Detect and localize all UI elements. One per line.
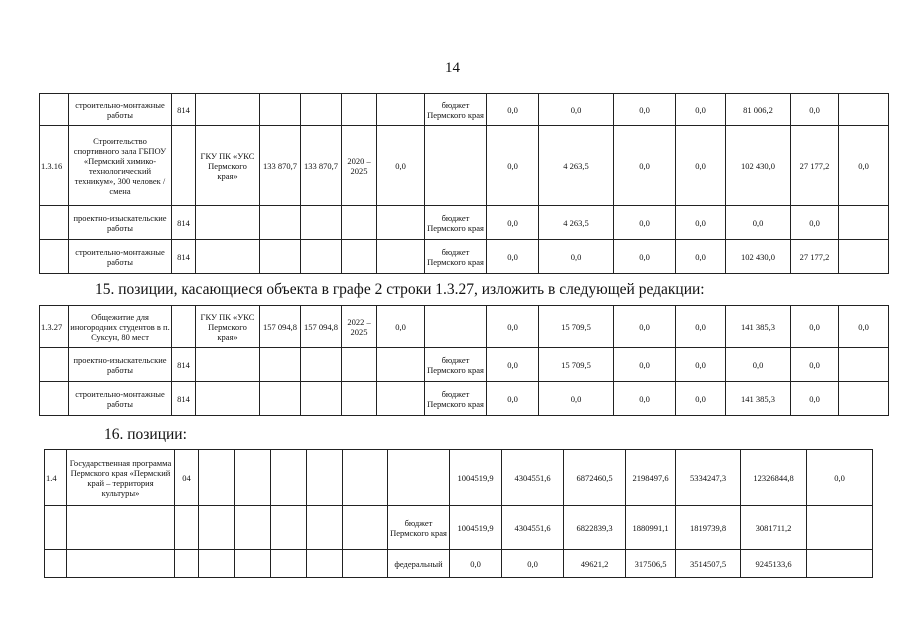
table-cell: 0,0 bbox=[614, 94, 676, 126]
table-cell: 0,0 bbox=[450, 550, 502, 578]
table-cell: 1004519,9 bbox=[450, 450, 502, 506]
table-cell bbox=[388, 450, 450, 506]
table-cell bbox=[307, 550, 343, 578]
table-cell bbox=[235, 550, 271, 578]
table-cell bbox=[260, 240, 301, 274]
table-cell: 317506,5 bbox=[626, 550, 676, 578]
table-cell: 0,0 bbox=[676, 382, 726, 416]
table-cell: 6822839,3 bbox=[564, 506, 626, 550]
table-cell: 0,0 bbox=[676, 126, 726, 206]
table-cell: 2198497,6 bbox=[626, 450, 676, 506]
section-heading-16: 16. позиции: bbox=[104, 426, 187, 443]
table-cell bbox=[271, 506, 307, 550]
table-cell bbox=[301, 382, 342, 416]
table-cell: 814 bbox=[172, 240, 196, 274]
table-cell: бюджет Пермского края bbox=[425, 382, 487, 416]
table-cell bbox=[342, 206, 377, 240]
table-cell: 0,0 bbox=[676, 206, 726, 240]
table-cell: 0,0 bbox=[539, 240, 614, 274]
table-cell bbox=[425, 126, 487, 206]
table-cell bbox=[839, 240, 889, 274]
table-cell: 04 bbox=[175, 450, 199, 506]
table-cell: Общежитие для иногородних студентов в п. Суксун, 80 мест bbox=[69, 306, 172, 348]
table-cell: 0,0 bbox=[839, 126, 889, 206]
table-cell: 0,0 bbox=[539, 94, 614, 126]
table-cell: проектно-изыскательские работы bbox=[69, 206, 172, 240]
table-cell: 27 177,2 bbox=[791, 126, 839, 206]
table-cell bbox=[199, 506, 235, 550]
table-cell: 0,0 bbox=[487, 240, 539, 274]
table-cell bbox=[175, 550, 199, 578]
table-1 bbox=[39, 93, 889, 274]
table-cell: 0,0 bbox=[539, 382, 614, 416]
table-cell: 0,0 bbox=[614, 382, 676, 416]
table-cell: 2020 – 2025 bbox=[342, 126, 377, 206]
table-cell bbox=[175, 506, 199, 550]
table-cell bbox=[377, 382, 425, 416]
table-cell bbox=[40, 206, 69, 240]
table-cell bbox=[260, 94, 301, 126]
table-cell: 0,0 bbox=[377, 306, 425, 348]
table-cell: 133 870,7 bbox=[260, 126, 301, 206]
table-row bbox=[40, 94, 889, 126]
table-cell: 814 bbox=[172, 206, 196, 240]
table-cell: 4304551,6 bbox=[502, 506, 564, 550]
table-cell bbox=[342, 240, 377, 274]
table-cell bbox=[40, 240, 69, 274]
table-row bbox=[40, 126, 889, 206]
table-row bbox=[45, 450, 873, 506]
table-cell: 1.4 bbox=[45, 450, 67, 506]
table-2 bbox=[39, 305, 889, 416]
table-cell: 0,0 bbox=[791, 348, 839, 382]
table-row bbox=[45, 550, 873, 578]
table-cell: 1819739,8 bbox=[676, 506, 741, 550]
table-3 bbox=[44, 449, 873, 578]
table-cell: 0,0 bbox=[807, 450, 873, 506]
table-cell: 1880991,1 bbox=[626, 506, 676, 550]
table-cell bbox=[271, 450, 307, 506]
table-cell bbox=[301, 240, 342, 274]
table-cell: 0,0 bbox=[676, 240, 726, 274]
table-cell bbox=[301, 206, 342, 240]
table-cell: 157 094,8 bbox=[260, 306, 301, 348]
table-cell: 1004519,9 bbox=[450, 506, 502, 550]
table-cell bbox=[199, 450, 235, 506]
table-cell bbox=[196, 94, 260, 126]
table-cell bbox=[807, 506, 873, 550]
table-cell bbox=[343, 450, 388, 506]
table-cell: 27 177,2 bbox=[791, 240, 839, 274]
table-cell: 15 709,5 bbox=[539, 348, 614, 382]
table-cell: 3081711,2 bbox=[741, 506, 807, 550]
table-cell: строительно-монтажные работы bbox=[69, 382, 172, 416]
table-cell bbox=[67, 550, 175, 578]
table-cell: 0,0 bbox=[791, 306, 839, 348]
table-cell bbox=[40, 94, 69, 126]
table-cell: 1.3.27 bbox=[40, 306, 69, 348]
table-cell bbox=[196, 206, 260, 240]
table-cell bbox=[307, 506, 343, 550]
table-cell: 81 006,2 bbox=[726, 94, 791, 126]
table-cell bbox=[235, 450, 271, 506]
table-cell bbox=[45, 550, 67, 578]
table-cell: 4304551,6 bbox=[502, 450, 564, 506]
table-cell: 15 709,5 bbox=[539, 306, 614, 348]
table-cell: 0,0 bbox=[839, 306, 889, 348]
table-cell bbox=[235, 506, 271, 550]
table-cell: 0,0 bbox=[791, 206, 839, 240]
table-row bbox=[40, 382, 889, 416]
table-cell bbox=[807, 550, 873, 578]
table-cell bbox=[260, 382, 301, 416]
table-cell bbox=[196, 382, 260, 416]
table-cell bbox=[172, 306, 196, 348]
table-cell: бюджет Пермского края bbox=[425, 348, 487, 382]
table-cell: 0,0 bbox=[614, 240, 676, 274]
table-cell: ГКУ ПК «УКС Пермского края» bbox=[196, 306, 260, 348]
table-cell: 0,0 bbox=[614, 126, 676, 206]
table-cell: строительно-монтажные работы bbox=[69, 94, 172, 126]
table-cell bbox=[839, 382, 889, 416]
table-cell: 0,0 bbox=[676, 348, 726, 382]
table-cell: 3514507,5 bbox=[676, 550, 741, 578]
table-cell bbox=[377, 206, 425, 240]
table-cell: 0,0 bbox=[502, 550, 564, 578]
table-cell: Строительство спортивного зала ГБПОУ «Пермский химико-технологический техникум», 300 человек / смена bbox=[69, 126, 172, 206]
table-cell bbox=[271, 550, 307, 578]
table-cell: 0,0 bbox=[614, 206, 676, 240]
table-row bbox=[40, 348, 889, 382]
table-cell bbox=[377, 348, 425, 382]
table-cell bbox=[425, 306, 487, 348]
table-cell: 102 430,0 bbox=[726, 240, 791, 274]
table-cell: 814 bbox=[172, 348, 196, 382]
table-cell: 0,0 bbox=[487, 348, 539, 382]
table-cell: проектно-изыскательские работы bbox=[69, 348, 172, 382]
table-cell: 2022 – 2025 bbox=[342, 306, 377, 348]
table-cell: 0,0 bbox=[676, 306, 726, 348]
table-cell: 0,0 bbox=[487, 306, 539, 348]
table-cell: бюджет Пермского края bbox=[388, 506, 450, 550]
table-cell: бюджет Пермского края bbox=[425, 240, 487, 274]
table-cell bbox=[342, 348, 377, 382]
table-cell bbox=[260, 348, 301, 382]
section-heading-15: 15. позиции, касающиеся объекта в графе 2 строки 1.3.27, изложить в следующей редакции: bbox=[95, 281, 705, 298]
table-cell: 102 430,0 bbox=[726, 126, 791, 206]
table-cell bbox=[839, 206, 889, 240]
table-cell: 133 870,7 bbox=[301, 126, 342, 206]
table-row bbox=[40, 306, 889, 348]
table-cell: федеральный bbox=[388, 550, 450, 578]
table-cell: 814 bbox=[172, 382, 196, 416]
table-cell: 141 385,3 bbox=[726, 382, 791, 416]
table-cell bbox=[839, 348, 889, 382]
table-cell bbox=[342, 94, 377, 126]
table-cell bbox=[40, 348, 69, 382]
table-cell: 0,0 bbox=[614, 306, 676, 348]
table-cell: 0,0 bbox=[676, 94, 726, 126]
table-row bbox=[40, 240, 889, 274]
table-cell bbox=[172, 126, 196, 206]
table-cell: 0,0 bbox=[377, 126, 425, 206]
table-cell: 6872460,5 bbox=[564, 450, 626, 506]
table-cell: Государственная программа Пермского края «Пермский край – территория культуры» bbox=[67, 450, 175, 506]
table-cell: 157 094,8 bbox=[301, 306, 342, 348]
table-cell bbox=[377, 94, 425, 126]
page-number: 14 bbox=[445, 60, 460, 76]
table-cell: 1.3.16 bbox=[40, 126, 69, 206]
table-cell: 0,0 bbox=[487, 206, 539, 240]
table-cell bbox=[343, 506, 388, 550]
table-cell: 141 385,3 bbox=[726, 306, 791, 348]
table-cell: 0,0 bbox=[487, 94, 539, 126]
table-cell: 49621,2 bbox=[564, 550, 626, 578]
table-cell: ГКУ ПК «УКС Пермского края» bbox=[196, 126, 260, 206]
table-cell: 0,0 bbox=[614, 348, 676, 382]
table-cell bbox=[196, 348, 260, 382]
table-cell: 9245133,6 bbox=[741, 550, 807, 578]
table-cell: 4 263,5 bbox=[539, 126, 614, 206]
table-cell bbox=[343, 550, 388, 578]
table-cell bbox=[40, 382, 69, 416]
table-cell: 0,0 bbox=[487, 126, 539, 206]
table-cell: 0,0 bbox=[791, 382, 839, 416]
table-cell: 0,0 bbox=[726, 206, 791, 240]
table-cell bbox=[307, 450, 343, 506]
table-cell bbox=[67, 506, 175, 550]
table-row bbox=[40, 206, 889, 240]
table-cell bbox=[260, 206, 301, 240]
table-cell bbox=[301, 348, 342, 382]
table-cell: 0,0 bbox=[791, 94, 839, 126]
table-cell: 0,0 bbox=[726, 348, 791, 382]
table-row bbox=[45, 506, 873, 550]
table-cell: 0,0 bbox=[487, 382, 539, 416]
table-cell: 4 263,5 bbox=[539, 206, 614, 240]
table-cell bbox=[377, 240, 425, 274]
table-cell: 12326844,8 bbox=[741, 450, 807, 506]
table-cell bbox=[45, 506, 67, 550]
table-cell: бюджет Пермского края bbox=[425, 206, 487, 240]
table-cell bbox=[199, 550, 235, 578]
table-cell bbox=[839, 94, 889, 126]
table-cell bbox=[196, 240, 260, 274]
table-cell: строительно-монтажные работы bbox=[69, 240, 172, 274]
table-cell bbox=[301, 94, 342, 126]
table-cell: 814 bbox=[172, 94, 196, 126]
table-cell: бюджет Пермского края bbox=[425, 94, 487, 126]
table-cell: 5334247,3 bbox=[676, 450, 741, 506]
table-cell bbox=[342, 382, 377, 416]
